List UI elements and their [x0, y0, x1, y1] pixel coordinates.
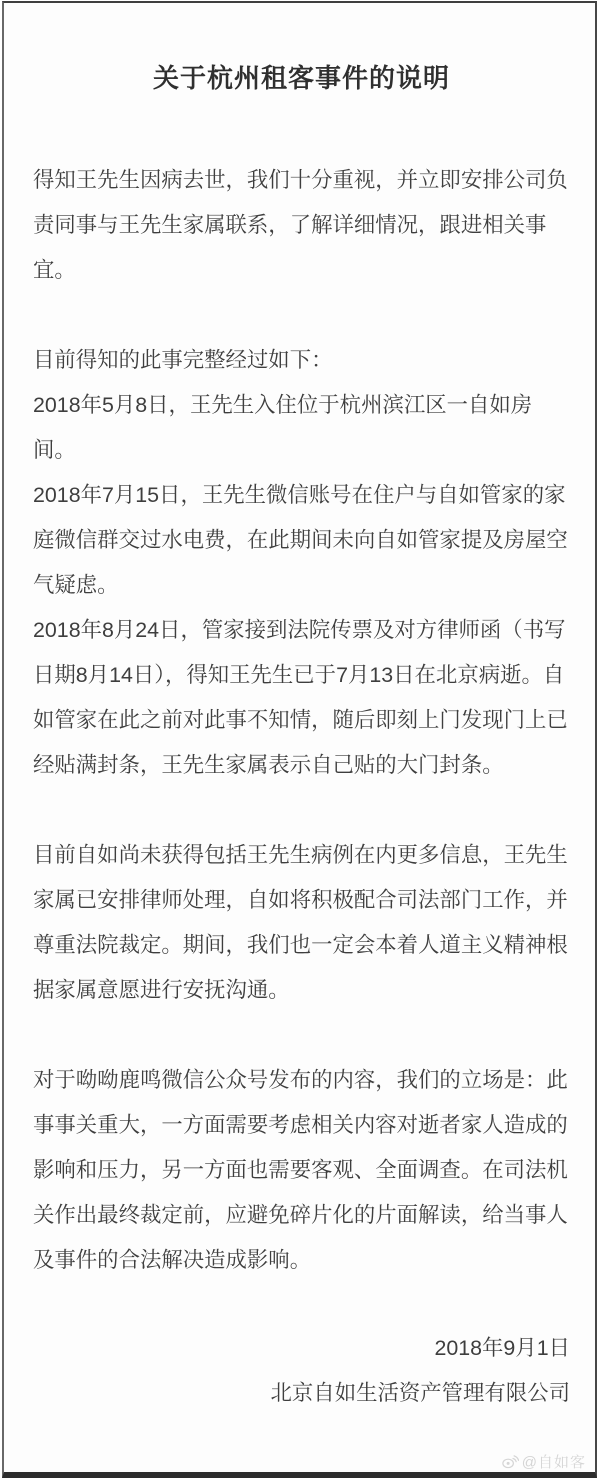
statement-paragraph-timeline-lead: 目前得知的此事完整经过如下： — [33, 348, 333, 372]
statement-paragraph-aug24: 2018年8月24日，管家接到法院传票及对方律师函（书写日期8月14日），得知王先生已于7月13日在北京病逝。自如管家在此之前对此事不知情，随后即刻上门发现门上已经贴满封条，王先生家属表示自己贴的大门封条。 — [33, 618, 568, 777]
signature-company: 北京自如生活资产管理有限公司 — [270, 1381, 570, 1405]
statement-paragraph-jul15: 2018年7月15日，王先生微信账号在住户与自如管家的家庭微信群交过水电费，在此期间未向自如管家提及房屋空气疑虑。 — [33, 483, 568, 597]
statement-paragraph-position: 目前自如尚未获得包括王先生病例在内更多信息，王先生家属已安排律师处理，自如将积极配合司法部门工作，并尊重法院裁定。期间，我们也一定会本着人道主义精神根据家属意愿进行安抚沟通。 — [33, 843, 568, 1002]
signature-date: 2018年9月1日 — [434, 1336, 570, 1360]
statement-paragraph-may8: 2018年5月8日，王先生入住位于杭州滨江区一自如房间。 — [33, 393, 533, 462]
statement-paragraph-intro: 得知王先生因病去世，我们十分重视，并立即安排公司负责同事与王先生家属联系，了解详细情况，跟进相关事宜。 — [33, 168, 568, 282]
weibo-icon — [501, 1454, 519, 1469]
watermark-text: @自如客 — [521, 1454, 586, 1471]
statement-title: 关于杭州租客事件的说明 — [152, 63, 450, 93]
statement-paragraph-media-response: 对于呦呦鹿鸣微信公众号发布的内容，我们的立场是：此事事关重大，一方面需要考虑相关内容对逝者家人造成的影响和压力，另一方面也需要客观、全面调查。在司法机关作出最终裁定前，应避免碎片化的片面解读，给当事人及事件的合法解决造成影响。 — [33, 1068, 568, 1272]
weibo-watermark — [501, 1451, 586, 1472]
statement-document — [33, 0, 570, 1416]
